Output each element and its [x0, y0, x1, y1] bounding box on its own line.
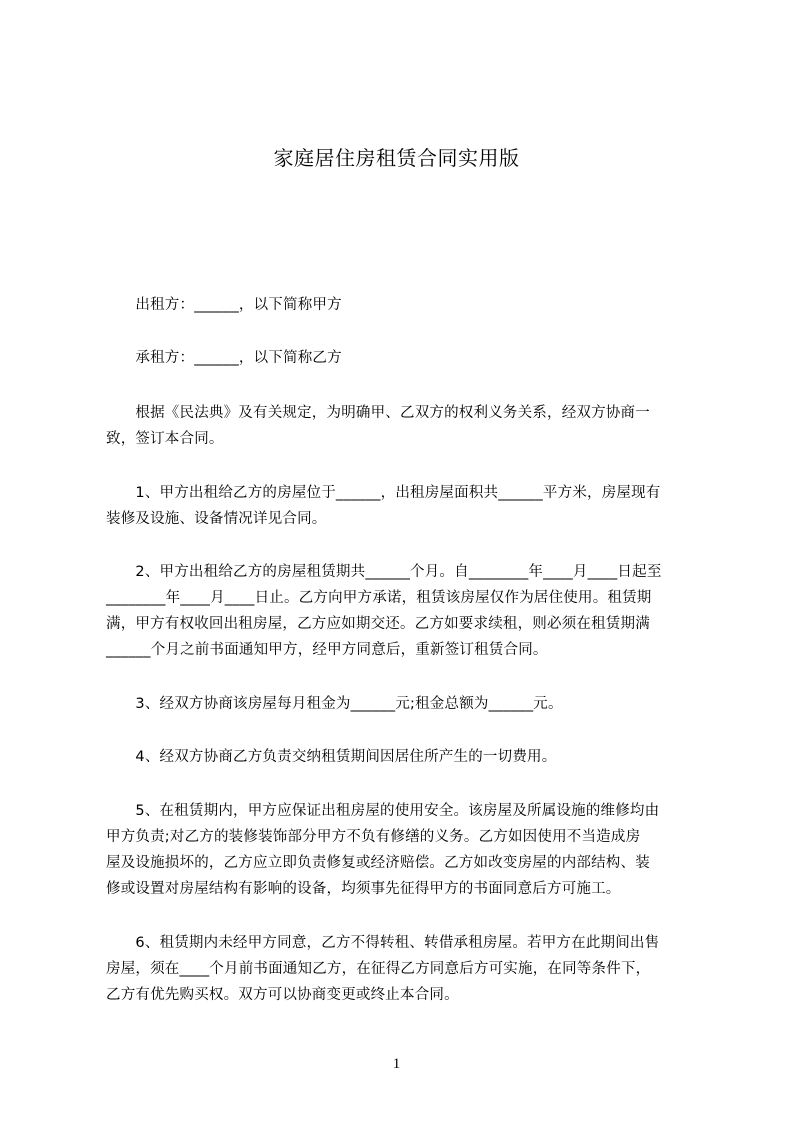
- clause-2-line-4: ______个月之前书面通知甲方，经甲方同意后，重新签订租赁合同。: [106, 642, 548, 658]
- preamble-line-2: 致，签订本合同。: [106, 431, 224, 447]
- clause-2-line-2: ________年____月____日止。乙方向甲方承诺，租赁该房屋仅作为居住使用。租赁期: [106, 590, 652, 606]
- clause-5-line-4: 修或设置对房屋结构有影响的设备，均须事先征得甲方的书面同意后方可施工。: [106, 881, 621, 897]
- lessee-line: 承租方：______，以下简称乙方: [106, 350, 342, 366]
- clause-6-line-2: 房屋，须在____个月前书面通知乙方，在征得乙方同意后方可实施，在同等条件下，: [106, 961, 651, 977]
- clause-6-line-1: 6、租赁期内未经甲方同意，乙方不得转租、转借承租房屋。若甲方在此期间出售: [106, 935, 660, 951]
- clause-5-line-1: 5、在租赁期内，甲方应保证出租房屋的使用安全。该房屋及所属设施的维修均由: [106, 803, 660, 819]
- page-title: 家庭居住房租赁合同实用版: [273, 146, 520, 170]
- clause-6-line-3: 乙方有优先购买权。双方可以协商变更或终止本合同。: [106, 987, 459, 1003]
- clause-5-line-2: 甲方负责;对乙方的装修装饰部分甲方不负有修缮的义务。乙方如因使用不当造成房: [106, 829, 641, 845]
- preamble-line-1: 根据《民法典》及有关规定，为明确甲、乙双方的权利义务关系，经双方协商一: [106, 405, 650, 421]
- clause-1-line-2: 装修及设施、设备情况详见合同。: [106, 511, 327, 527]
- clause-1-line-1: 1、甲方出租给乙方的房屋位于______，出租房屋面积共______平方米，房屋现有: [106, 485, 661, 501]
- clause-3-line-1: 3、经双方协商该房屋每月租金为______元;租金总额为______元。: [106, 696, 563, 712]
- page-number: 1: [392, 1056, 401, 1072]
- clause-4-line-1: 4、经双方协商乙方负责交纳租赁期间因居住所产生的一切费用。: [106, 749, 557, 765]
- clause-2-line-1: 2、甲方出租给乙方的房屋租赁期共______个月。自________年____月____日起至: [106, 564, 662, 580]
- lessor-line: 出租方：______，以下简称甲方: [106, 297, 342, 313]
- clause-2-line-3: 满，甲方有权收回出租房屋，乙方应如期交还。乙方如要求续租，则必须在租赁期满: [106, 616, 650, 632]
- clause-5-line-3: 屋及设施损坏的，乙方应立即负责修复或经济赔偿。乙方如改变房屋的内部结构、装: [106, 855, 650, 871]
